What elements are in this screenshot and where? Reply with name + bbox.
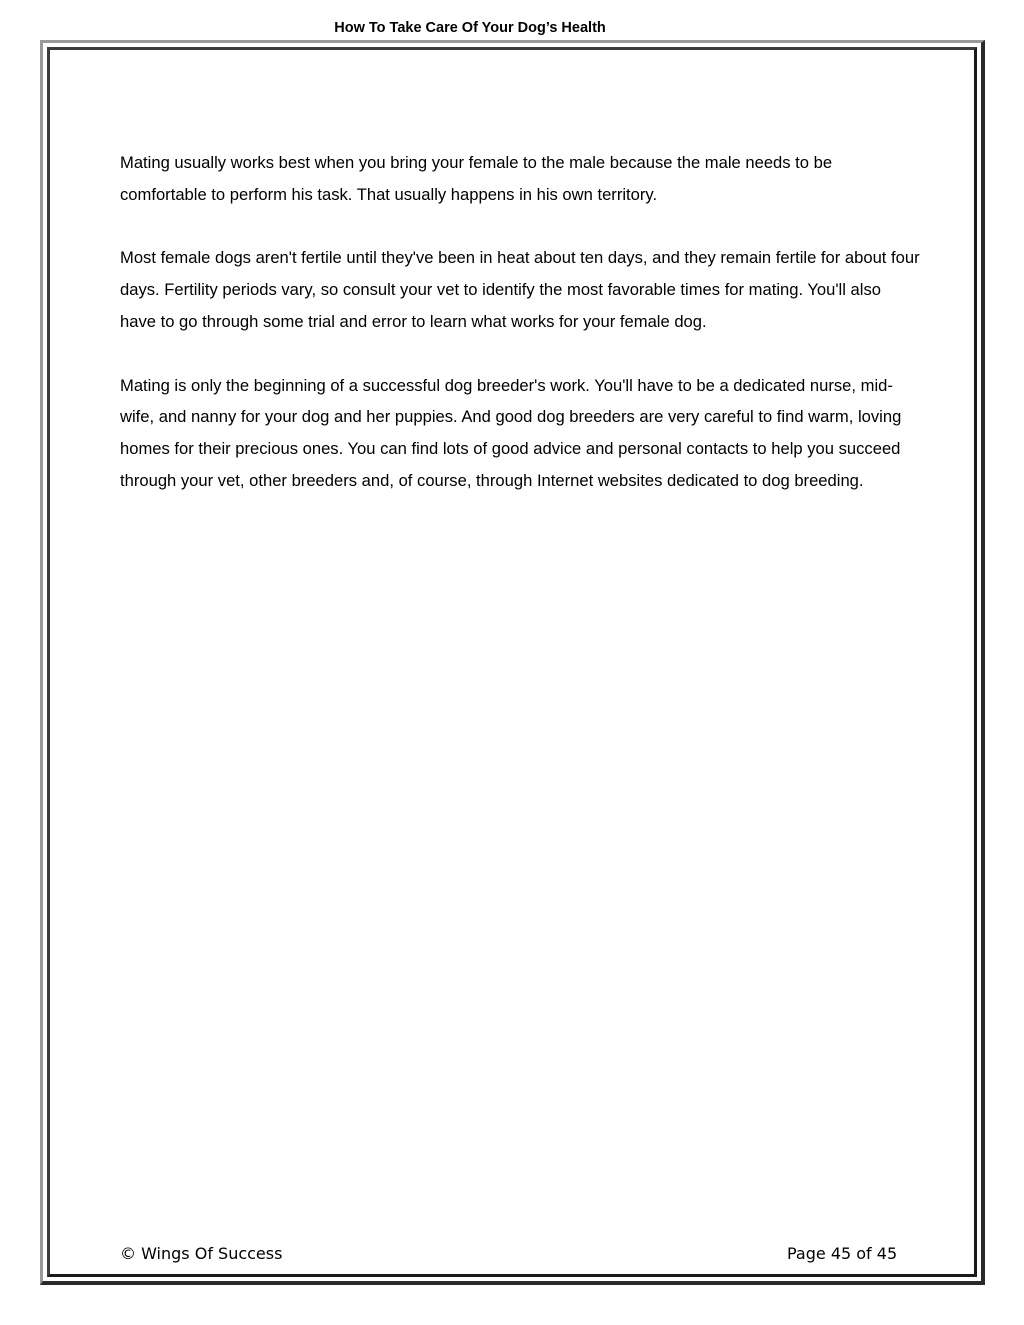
footer-page-number: Page 45 of 45 [787, 1244, 898, 1263]
paragraph-3: Mating is only the beginning of a successful dog breeder's work. You'll have to be a dedicated nurse, mid-wife, and nanny for your dog and her puppies. And good dog breeders are very careful to find warm, loving homes for their precious ones. You can find lots of good advice and personal contacts to help you succeed through your vet, other breeders and, of course, through Internet websites dedicated to dog breeding. [120, 375, 902, 490]
body-text [120, 147, 920, 529]
page-header-title: How To Take Care Of Your Dog’s Health [334, 20, 606, 36]
footer-copyright: © Wings Of Success [120, 1244, 283, 1263]
paragraph-2: Most female dogs aren't fertile until they've been in heat about ten days, and they remain fertile for about four days. Fertility periods vary, so consult your vet to identify the most favorable times for mating. You'll also have to go through some trial and error to learn what works for your female dog. [120, 248, 920, 331]
paragraph-1: Mating usually works best when you bring your female to the male because the male needs to be comfortable to perform his task. That usually happens in his own territory. [120, 153, 833, 204]
